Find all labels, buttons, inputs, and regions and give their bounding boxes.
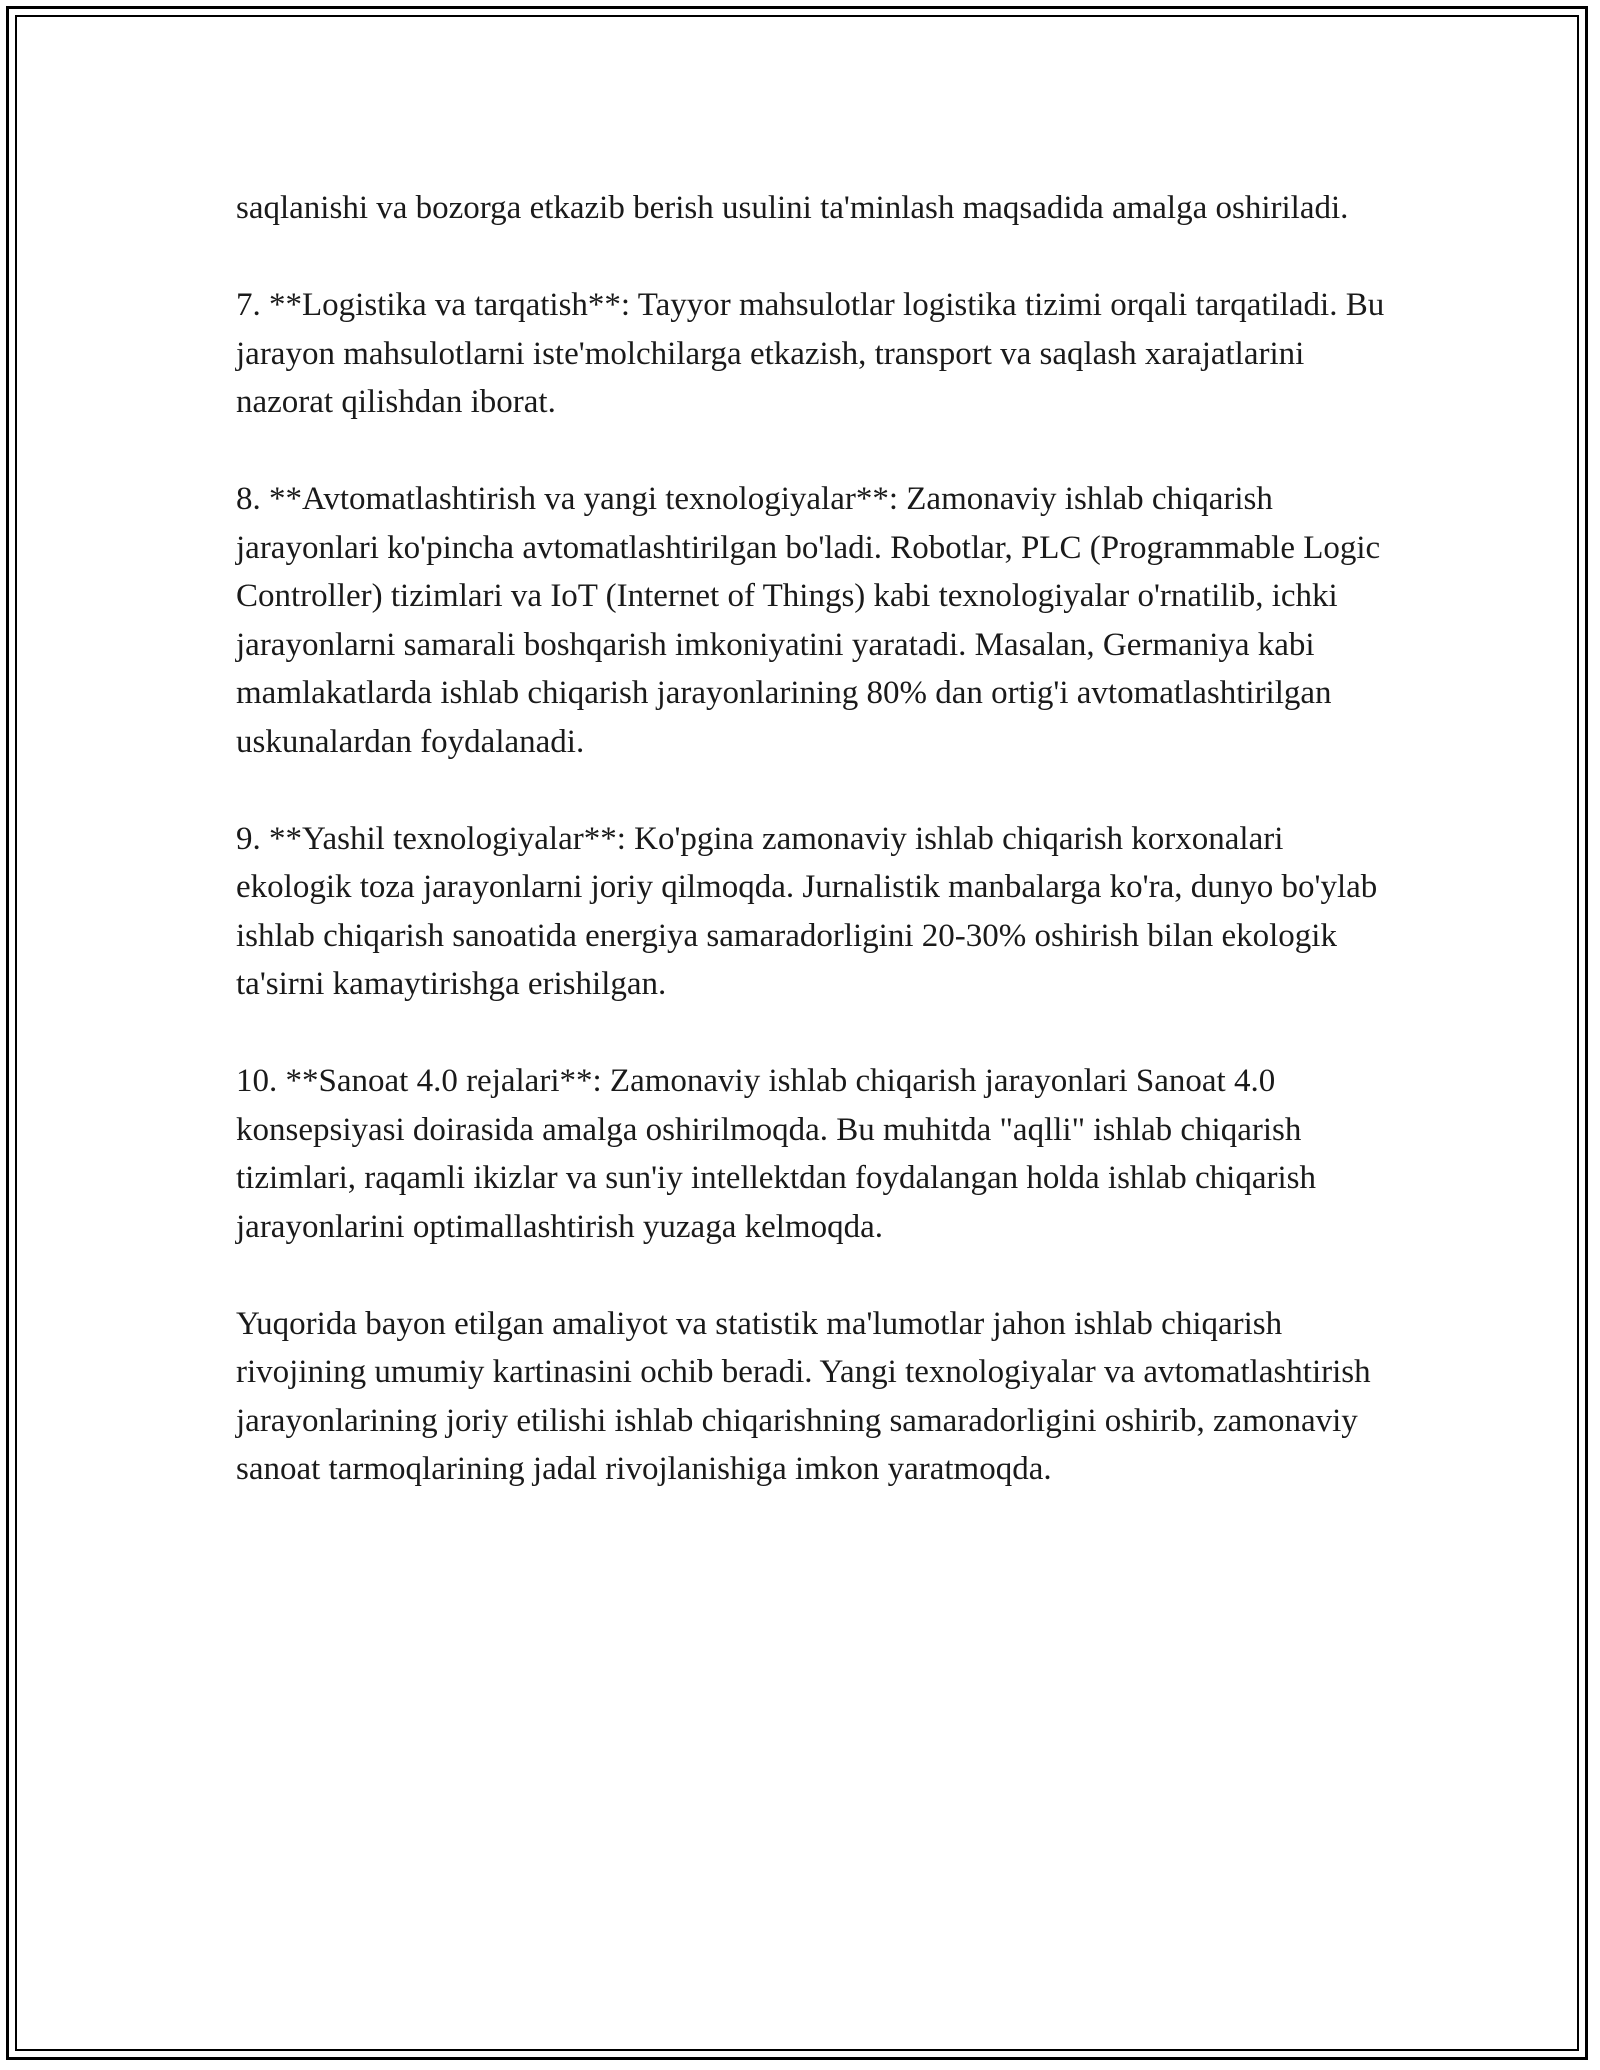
paragraph-item-8-automation: 8. **Avtomatlashtirish va yangi texnologiyalar**: Zamonaviy ishlab chiqarish jarayonlari ko'pincha avtomatlashtirilgan bo'ladi. Robotlar, PLC (Programmable Logic Controller) tizimlari va IoT (Internet of Things) kabi texnologiyalar o'rnatilib, ichki jarayonlarni samarali boshqarish imkoniyatini yaratadi. Masalan, Germaniya kabi mamlakatlarda ishlab chiqarish jarayonlarining 80% dan ortig'i avtomatlashtirilgan uskunalardan foydalanadi. bbox=[236, 481, 1381, 760]
paragraph-item-7-logistics: 7. **Logistika va tarqatish**: Tayyor mahsulotlar logistika tizimi orqali tarqatiladi. Bu jarayon mahsulotlarni iste'molchilarga etkazish, transport va saqlash xarajatlarini nazorat qilishdan iborat. bbox=[236, 287, 1385, 420]
paragraph-continuation: saqlanishi va bozorga etkazib berish usulini ta'minlash maqsadida amalga oshiriladi. bbox=[236, 190, 1349, 226]
paragraph-conclusion: Yuqorida bayon etilgan amaliyot va statistik ma'lumotlar jahon ishlab chiqarish rivojining umumiy kartinasini ochib beradi. Yangi texnologiyalar va avtomatlashtirish jarayonlarining joriy etilishi ishlab chiqarishning samaradorligini oshirib, zamonaviy sanoat tarmoqlarining jadal rivojlanishiga imkon yaratmoqda. bbox=[236, 1305, 1371, 1487]
paragraph-item-9-green-tech: 9. **Yashil texnologiyalar**: Ko'pgina zamonaviy ishlab chiqarish korxonalari ekologik toza jarayonlarni joriy qilmoqda. Jurnalistik manbalarga ko'ra, dunyo bo'ylab ishlab chiqarish sanoatida energiya samaradorligini 20-30% oshirish bilan ekologik ta'sirni kamaytirishga erishilgan. bbox=[236, 820, 1378, 1002]
document-body bbox=[236, 184, 1386, 1542]
paragraph-item-10-industry-4: 10. **Sanoat 4.0 rejalari**: Zamonaviy ishlab chiqarish jarayonlari Sanoat 4.0 konsepsiyasi doirasida amalga oshirilmoqda. Bu muhitda "aqlli" ishlab chiqarish tizimlari, raqamli ikizlar va sun'iy intellektdan foydalangan holda ishlab chiqarish jarayonlarini optimallashtirish yuzaga kelmoqda. bbox=[236, 1063, 1316, 1245]
